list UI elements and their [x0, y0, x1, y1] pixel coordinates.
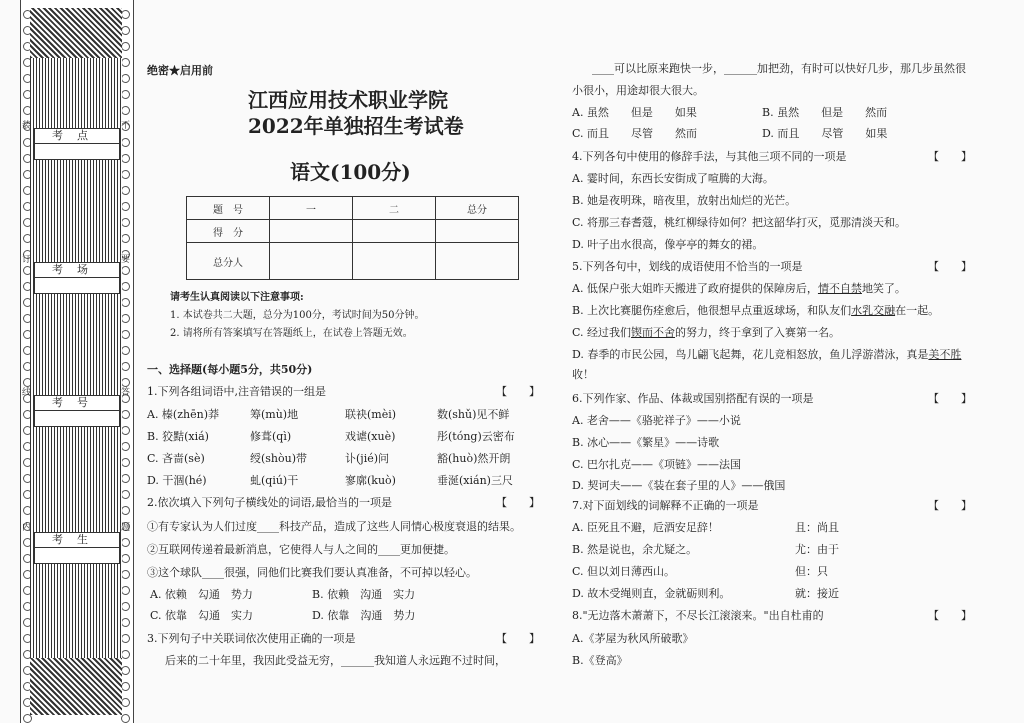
option: C. 而且 尽管 然而	[572, 127, 698, 140]
perforation-hole	[121, 234, 130, 243]
option: A. 臣死且不避，卮酒安足辞！	[572, 521, 719, 534]
option: 讣(jié)问	[345, 452, 390, 465]
option: D. 而且 尽管 如果	[762, 127, 888, 140]
question-7: 7.对下面划线的词解释不正确的一项是	[572, 499, 759, 512]
answer-bracket: 【 】	[928, 260, 972, 273]
option: 寥廓(kuò)	[345, 474, 396, 487]
sentence: ①有专家认为人们过度____科技产品，造成了这些人同情心极度衰退的结果。	[147, 520, 521, 533]
school-name: 江西应用技术职业学院	[248, 88, 448, 112]
option: C. 经过我们锲而不舍的努力，终于拿到了入赛第一名。	[572, 326, 841, 339]
option: A. 依赖 勾通 势力	[150, 588, 253, 601]
option: C. 巴尔扎克——《项链》——法国	[572, 458, 742, 471]
option: B. 依赖 沟通 实力	[312, 588, 416, 601]
perforation-hole	[121, 218, 130, 227]
notice-title: 请考生认真阅读以下注意事项:	[170, 292, 304, 303]
question-3: 3.下列句子中关联词依次使用正确的一项是	[147, 632, 356, 645]
option: 虬(qiú)干	[250, 474, 299, 487]
sentence: ②互联网传递着最新消息，它使得人与人之间的____更加便捷。	[147, 543, 455, 556]
option: D. 依靠 沟通 势力	[312, 609, 416, 622]
question-1: 1.下列各组词语中,注音错误的一组是	[147, 385, 326, 398]
question-2: 2.依次填入下列句子横线处的词语,最恰当的一项是	[147, 496, 392, 509]
answer-bracket: 【 】	[928, 150, 972, 163]
option-note: 尤：由于	[795, 543, 839, 556]
option-note: 就：接近	[795, 587, 839, 600]
question-4: 4.下列各句中使用的修辞手法，与其他三项不同的一项是	[572, 150, 847, 163]
option: B. 上次比赛腿伤痊愈后，他很想早点重返球场，和队友们水乳交融在一起。	[572, 304, 940, 317]
secret-mark: 绝密★启用前	[147, 64, 213, 77]
option: A.《茅屋为秋风所破歌》	[572, 632, 694, 645]
perforation-hole	[121, 426, 130, 435]
perforation-hole	[121, 170, 130, 179]
field-exam-room: 考场	[34, 262, 120, 294]
perforation-hole	[121, 618, 130, 627]
option: B. 然是说也，余尤疑之。	[572, 543, 698, 556]
perforation-hole	[121, 698, 130, 707]
strip-hatch-top	[30, 8, 122, 58]
option: 修葺(qì)	[250, 430, 292, 443]
section-heading: 一、选择题(每小题5分，共50分)	[147, 363, 313, 376]
option: C. 吝啬(sè)	[147, 452, 205, 465]
option-note: 但：只	[795, 565, 828, 578]
perforation-hole	[121, 714, 130, 723]
option: 彤(tóng)云密布	[437, 430, 515, 443]
notice-item: 1. 本试卷共二大题，总分为100分，考试时间为50分钟。	[170, 310, 425, 321]
option: B.《登高》	[572, 654, 628, 667]
perforation-hole	[121, 634, 130, 643]
perforation-hole	[121, 298, 130, 307]
option: D. 叶子出水很高，像亭亭的舞女的裙。	[572, 238, 764, 251]
option: 豁(huò)然开朗	[437, 452, 511, 465]
option: A. 老舍——《骆驼祥子》——小说	[572, 414, 741, 427]
option: D. 干涸(hé)	[147, 474, 207, 487]
question-8: 8."无边落木萧萧下，不尽长江滚滚来。"出自杜甫的	[572, 609, 824, 622]
perforation-hole	[121, 554, 130, 563]
option-tail: 收！	[572, 368, 594, 381]
perforation-hole	[121, 570, 130, 579]
option: B. 她是夜明珠，暗夜里，放射出灿烂的光芒。	[572, 194, 797, 207]
answer-bracket: 【 】	[496, 496, 540, 509]
perforation-hole	[121, 106, 130, 115]
question-6: 6.下列作家、作品、体裁或国别搭配有误的一项是	[572, 392, 814, 405]
option: C. 依靠 勾通 实力	[150, 609, 254, 622]
option: A. 榛(zhēn)莽	[147, 408, 219, 421]
perforation-hole	[121, 74, 130, 83]
perforation-hole	[121, 682, 130, 691]
perforation-hole	[121, 90, 130, 99]
perforation-hole	[121, 506, 130, 515]
perforation-hole	[121, 442, 130, 451]
perforation-hole	[121, 346, 130, 355]
option-note: 且：尚且	[795, 521, 839, 534]
perforation-hole	[121, 186, 130, 195]
side-char: 不	[121, 121, 131, 131]
option: D. 契诃夫——《装在套子里的人》——俄国	[572, 479, 786, 492]
perforation-hole	[121, 314, 130, 323]
side-char: 线	[22, 388, 32, 398]
option: B. 虽然 但是 然而	[762, 106, 888, 119]
answer-bracket: 【 】	[928, 609, 972, 622]
option: B. 狡黠(xiá)	[147, 430, 209, 443]
perforation-hole	[121, 10, 130, 19]
perforation-hole	[121, 666, 130, 675]
notice-item: 2. 请将所有答案填写在答题纸上，在试卷上答题无效。	[170, 328, 413, 339]
subject-title: 语文(100分)	[290, 160, 411, 184]
exam-title: 2022年单独招生考试卷	[248, 114, 464, 138]
option: 数(shǔ)见不鲜	[437, 408, 510, 421]
sentence: 小很小，用途却很大很大。	[572, 84, 704, 97]
field-examinee: 考生	[34, 532, 120, 564]
perforation-hole	[121, 26, 130, 35]
perforation-hole	[121, 602, 130, 611]
perforation-hole	[121, 330, 130, 339]
side-char: 要	[121, 255, 131, 265]
side-char: 内	[22, 523, 32, 533]
perforation-hole	[121, 362, 130, 371]
perforation-hole	[121, 410, 130, 419]
option: D. 春季的市民公园，鸟儿翩飞起舞，花儿竞相怒放，鱼儿浮游潜泳，真是美不胜	[572, 348, 962, 361]
sentence: 后来的二十年里，我因此受益无穷，______我知道人永远跑不过时间，	[165, 654, 506, 667]
sentence: ③这个球队____很强，同他们比赛我们要认真准备，不可掉以轻心。	[147, 566, 477, 579]
option: 垂涎(xián)三尺	[437, 474, 513, 487]
strip-hatch-bottom	[30, 658, 122, 715]
option: B. 冰心——《繁星》——诗歌	[572, 436, 720, 449]
field-exam-site: 考点	[34, 128, 120, 160]
perforation-hole	[121, 538, 130, 547]
perforation-hole	[121, 154, 130, 163]
answer-bracket: 【 】	[928, 499, 972, 512]
sentence: ____可以比原来跑快一步，______加把劲，有时可以快好几步，那几步虽然很	[592, 62, 966, 75]
perforation-hole	[121, 42, 130, 51]
answer-bracket: 【 】	[496, 385, 540, 398]
option: A. 霎时间，东西长安街成了喧腾的大海。	[572, 172, 774, 185]
score-table: 题 号 一 二 总分 得 分 总分人	[186, 196, 519, 280]
perforation-hole	[121, 202, 130, 211]
side-char: 题	[121, 523, 131, 533]
side-char: 订	[22, 255, 32, 265]
perforation-hole	[121, 586, 130, 595]
perforation-hole	[121, 266, 130, 275]
option: 筹(mù)地	[250, 408, 299, 421]
perforation-hole	[121, 282, 130, 291]
option: 戏谑(xuè)	[345, 430, 396, 443]
perforation-hole	[121, 138, 130, 147]
answer-bracket: 【 】	[928, 392, 972, 405]
side-char: 答	[121, 388, 131, 398]
option: A. 虽然 但是 如果	[572, 106, 697, 119]
option: D. 故木受绳则直，金就砺则利。	[572, 587, 731, 600]
answer-bracket: 【 】	[496, 632, 540, 645]
perforation-hole	[121, 474, 130, 483]
question-5: 5.下列各句中，划线的成语使用不恰当的一项是	[572, 260, 803, 273]
perforation-hole	[121, 458, 130, 467]
perforation-hole	[121, 650, 130, 659]
option: C. 将那三春耆蔻，桃红柳绿待如何？把这韶华打灭，觅那清淡天和。	[572, 216, 907, 229]
field-exam-number: 考号	[34, 395, 120, 427]
option: 绶(shòu)带	[250, 452, 308, 465]
option: 联袂(mèi)	[345, 408, 397, 421]
option: C. 但以刘日薄西山。	[572, 565, 676, 578]
perforation-hole	[23, 714, 32, 723]
option: A. 低保户张大姐昨天搬进了政府提供的保障房后，情不自禁地笑了。	[572, 282, 906, 295]
perforation-hole	[121, 58, 130, 67]
perforation-hole	[121, 490, 130, 499]
side-char: 装	[22, 121, 32, 131]
